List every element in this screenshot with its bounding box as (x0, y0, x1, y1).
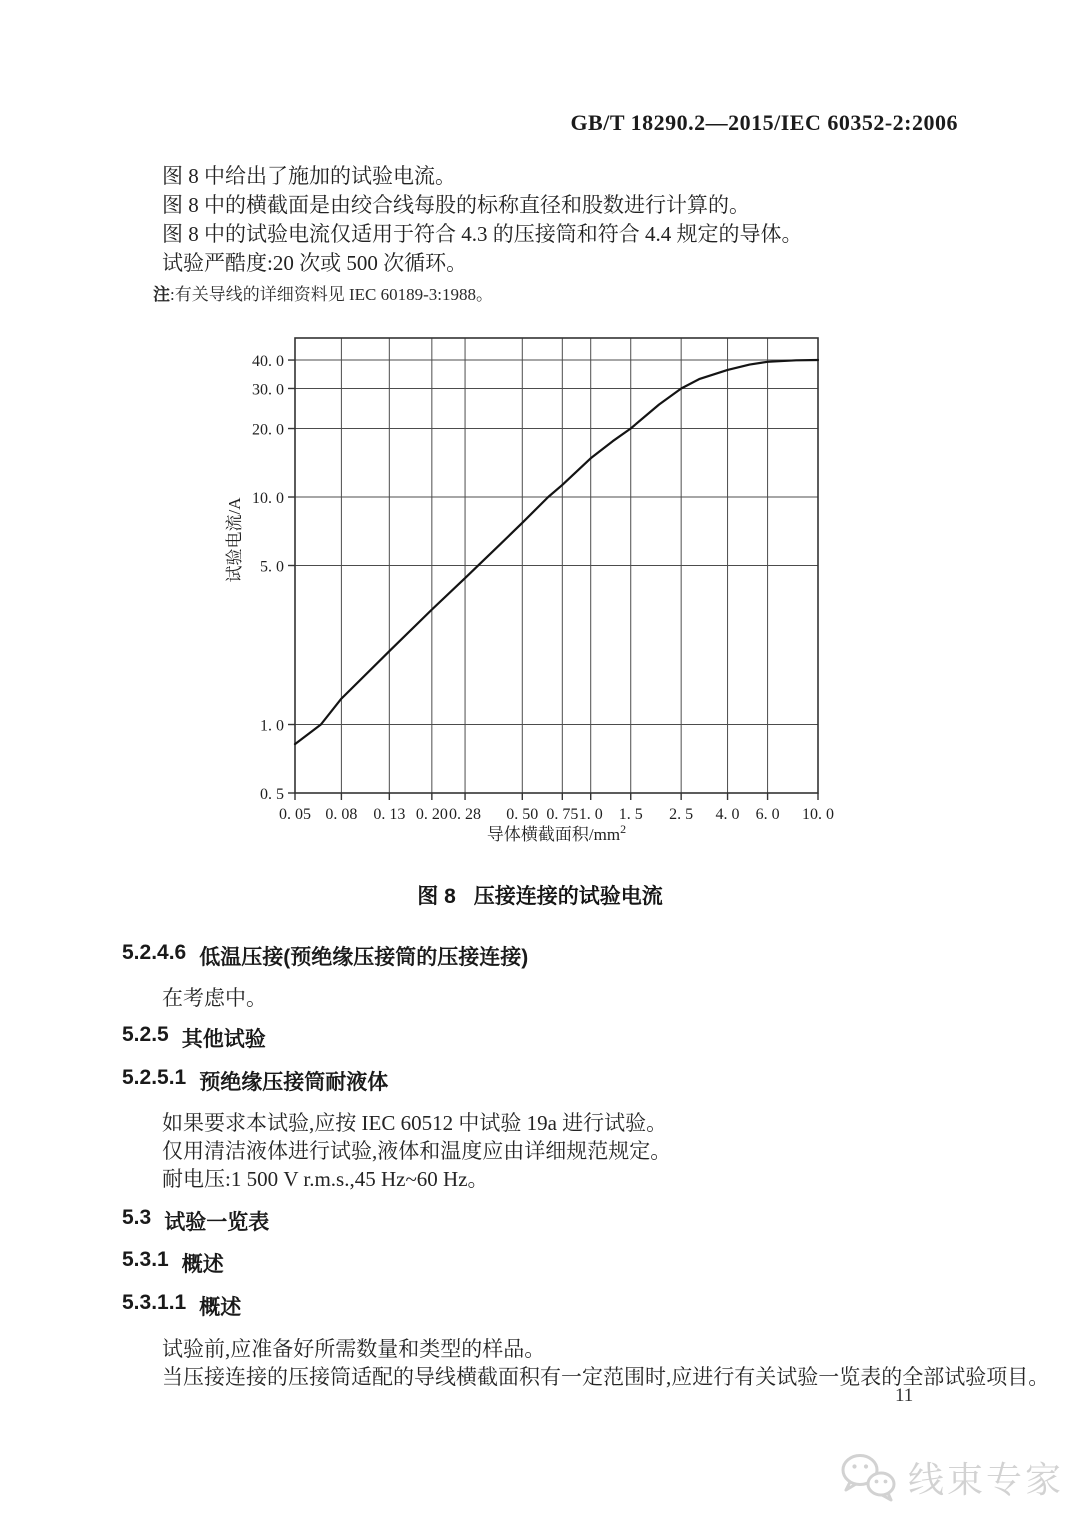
note-line (153, 280, 493, 305)
x-tick-label: 0. 20 (415, 806, 448, 823)
paragraph: 在考虑中。 (162, 986, 267, 1010)
y-axis-title: 试验电流/A (225, 497, 244, 583)
intro-line: 图 8 中的试验电流仅适用于符合 4.3 的压接筒和符合 4.4 规定的导体。 (162, 222, 803, 246)
x-tick-label: 0. 28 (449, 806, 482, 823)
section-title: 试验一览表 (164, 1211, 270, 1234)
intro-line: 图 8 中的横截面是由绞合线每股的标称直径和股数进行计算的。 (162, 193, 750, 217)
figure-caption (120, 880, 960, 910)
note-text: :有关导线的详细资料见 IEC 60189-3:1988。 (170, 285, 493, 304)
x-tick-label: 6. 0 (755, 806, 780, 823)
section-title: 其他试验 (181, 1028, 266, 1051)
x-tick-label: 0. 08 (325, 806, 358, 823)
y-tick-label: 40. 0 (252, 353, 284, 371)
section-number: 5.3.1 (122, 1248, 169, 1271)
section-number: 5.2.4.6 (122, 941, 187, 964)
section-heading-5-2-5 (122, 1023, 266, 1053)
x-tick-label: 0. 50 (506, 806, 539, 823)
section-number: 5.2.5 (122, 1023, 169, 1046)
x-tick-label: 0. 05 (279, 806, 311, 823)
test-current-curve (295, 360, 818, 744)
y-tick-label: 30. 0 (252, 381, 284, 399)
x-axis-title: 导体横截面积$/mm^2$ (486, 822, 627, 844)
section-heading-5-2-4-6 (122, 941, 528, 971)
section-number: 5.2.5.1 (122, 1066, 187, 1089)
intro-line: 试验严酷度:20 次或 500 次循环。 (162, 251, 468, 275)
figure-caption-title: 压接连接的试验电流 (473, 885, 663, 908)
x-tick-label: 0. 75 (546, 806, 579, 823)
section-heading-5-3-1-1 (122, 1291, 241, 1321)
section-title: 概述 (199, 1296, 242, 1319)
watermark-text: 线束专家 (907, 1458, 1064, 1500)
paragraph: 试验前,应准备好所需数量和类型的样品。 (162, 1337, 546, 1361)
section-heading-5-3 (122, 1206, 269, 1236)
y-tick-label: 5. 0 (260, 558, 284, 576)
section-number: 5.3 (122, 1206, 152, 1229)
section-heading-5-3-1 (122, 1248, 224, 1278)
paragraph: 如果要求本试验,应按 IEC 60512 中试验 19a 进行试验。 (162, 1111, 668, 1135)
intro-paragraphs (162, 162, 803, 278)
section-heading-5-2-5-1 (122, 1066, 388, 1096)
note-label: 注 (153, 285, 170, 304)
paragraph: 耐电压:1 500 V r.m.s.,45 Hz~60 Hz。 (162, 1167, 489, 1191)
watermark (836, 1449, 1064, 1505)
section-number: 5.3.1.1 (122, 1291, 187, 1314)
x-tick-label: 0. 13 (373, 806, 406, 823)
page-number: 11 (895, 1385, 914, 1406)
y-tick-label: 10. 0 (252, 490, 284, 508)
intro-line: 图 8 中给出了施加的试验电流。 (162, 164, 456, 188)
standard-number-header: GB/T 18290.2—2015/IEC 60352-2:2006 (570, 110, 958, 135)
x-tick-label: 1. 0 (578, 806, 603, 823)
y-tick-label: 1. 0 (260, 717, 284, 735)
x-tick-label: 10. 0 (802, 806, 834, 823)
y-tick-label: 20. 0 (252, 421, 284, 439)
section-title: 概述 (181, 1253, 224, 1276)
y-tick-label: 0. 5 (260, 786, 284, 803)
paragraph: 仅用清洁液体进行试验,液体和温度应由详细规范规定。 (162, 1139, 672, 1163)
section-title: 低温压接(预绝缘压接筒的压接连接) (199, 946, 529, 969)
x-tick-label: 1. 5 (618, 806, 643, 823)
x-tick-label: 2. 5 (669, 806, 694, 823)
figure8-test-current-chart (160, 330, 920, 855)
paragraph: 当压接连接的压接筒适配的导线横截面积有一定范围时,应进行有关试验一览表的全部试验项目。 (162, 1365, 1050, 1389)
wechat-logo-icon (836, 1449, 900, 1505)
figure-caption-number: 图 8 (417, 885, 456, 908)
x-tick-label: 4. 0 (715, 806, 740, 823)
section-title: 预绝缘压接筒耐液体 (199, 1071, 389, 1094)
